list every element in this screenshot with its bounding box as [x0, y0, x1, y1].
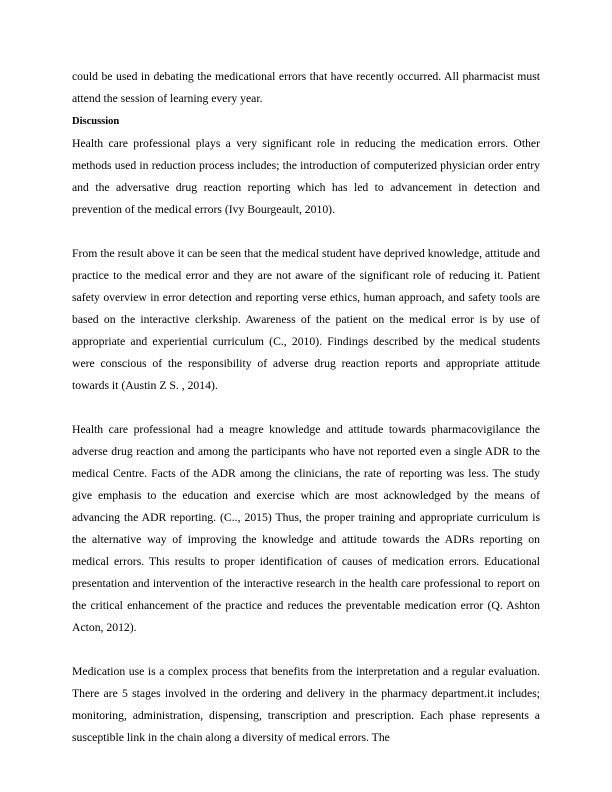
intro-paragraph: could be used in debating the medicational errors that have recently occurred. All pharmacist must attend the session of learning every year.: [72, 70, 540, 105]
discussion-paragraph-3: Health care professional had a meagre knowledge and attitude towards pharmacovigilance the adverse drug reaction and among the participants who have not reported even a single ADR to the medical Centre. Facts of the ADR among the clinicians, the rate of reporting was less. The study give emphasis to the education and exercise which are most acknowledged by the means of advancing the ADR reporting. (C.., 2015) Thus, the proper training and appropriate curriculum is the alternative way of improving the knowledge and attitude towards the ADRs reporting on medical errors. This results to proper identification of causes of medication errors. Educational presentation and intervention of the interactive research in the health care professional to report on the critical enhancement of the practice and reduces the preventable medication error (Q. Ashton Acton, 2012).: [72, 423, 540, 634]
discussion-paragraph-4: Medication use is a complex process that benefits from the interpretation and a regular evaluation. There are 5 stages involved in the ordering and delivery in the pharmacy department.it includes; monitoring, administration, dispensing, transcription and prescription. Each phase represents a susceptible link in the chain along a diversity of medical errors. The: [72, 665, 540, 744]
discussion-paragraph-1: Health care professional plays a very significant role in reducing the medication errors. Other methods used in reduction process includes; the introduction of computerized physician order entry and the adversative drug reaction reporting which has led to advancement in detection and prevention of the medical errors (Ivy Bourgeault, 2010).: [72, 137, 540, 216]
discussion-heading: Discussion: [72, 116, 120, 127]
document-page: [72, 66, 540, 749]
discussion-paragraph-2: From the result above it can be seen that the medical student have deprived knowledge, attitude and practice to the medical error and they are not aware of the significant role of reducing it. Patient safety overview in error detection and reporting verse ethics, human approach, and safety tools are based on the interactive clerkship. Awareness of the patient on the medical error is by use of appropriate and experiential curriculum (C., 2010). Findings described by the medical students were conscious of the responsibility of adverse drug reaction reports and appropriate attitude towards it (Austin Z S. , 2014).: [72, 247, 540, 392]
